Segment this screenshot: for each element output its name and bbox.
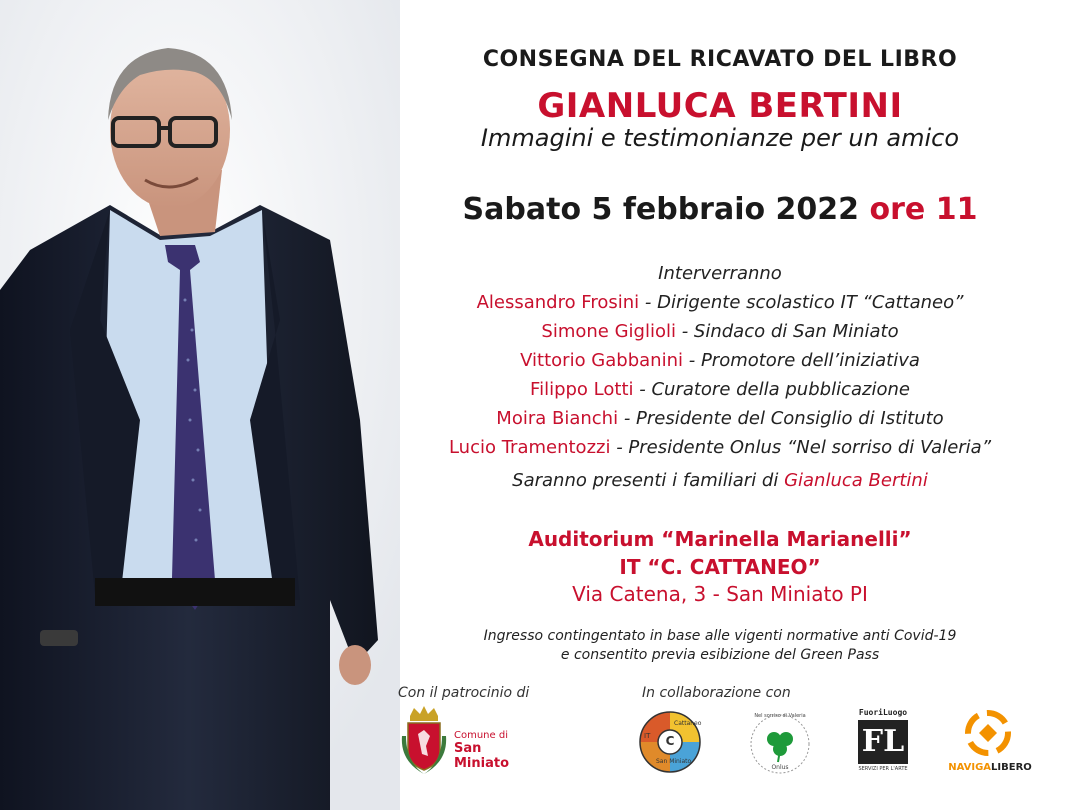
portrait-photo [0, 0, 400, 810]
access-note-1: Ingresso contingentato in base alle vigenti normative anti Covid-19 [483, 628, 957, 644]
date-text: Sabato 5 febbraio 2022 [462, 192, 860, 227]
navigalibero-swirl-icon [965, 710, 1011, 756]
speaker-name: Lucio Tramentozzi [448, 437, 611, 458]
venue-address: Via Catena, 3 - San Miniato PI [572, 582, 868, 606]
speaker-line [390, 437, 1050, 458]
speaker-line [390, 292, 1050, 313]
fuoriluogo-top-text: FuoriLuogo [858, 708, 908, 717]
comune-san-miniato-logo [398, 706, 538, 776]
time-text: ore 11 [869, 192, 978, 227]
comune-name: San Miniato [454, 741, 510, 771]
cattaneo-left-text: IT [644, 732, 651, 740]
speaker-name: Simone Giglioli [541, 321, 676, 342]
person-name: GIANLUCA BERTINI [537, 86, 903, 126]
speaker-line [390, 350, 1050, 371]
sorriso-top-text: Nel sorriso di Valeria [754, 713, 806, 719]
speaker-name: Filippo Lotti [530, 379, 634, 400]
speaker-role: - Dirigente scolastico IT “Cattaneo” [639, 292, 964, 313]
book-subtitle: Immagini e testimonianze per un amico [480, 124, 960, 152]
cattaneo-top-text: Cattaneo [674, 720, 702, 727]
venue-school: IT “C. CATTANEO” [619, 555, 821, 579]
fuoriluogo-bottom-text: SERVIZI PER L'ARTE [858, 766, 908, 772]
headline: CONSEGNA DEL RICAVATO DEL LIBRO [482, 47, 958, 72]
patronage-label: Con il patrocinio di [398, 685, 530, 701]
speaker-role: - Promotore dell’iniziativa [683, 350, 920, 371]
navigalibero-logo [945, 710, 1035, 776]
speaker-line [390, 379, 1050, 400]
family-note [390, 470, 1050, 491]
family-name: Gianluca Bertini [784, 470, 928, 491]
speaker-role: - Curatore della pubblicazione [633, 379, 910, 400]
speaker-line [390, 408, 1050, 429]
sorriso-bottom-text: Onlus [771, 764, 789, 771]
sorriso-valeria-logo [748, 712, 812, 776]
family-text: Saranno presenti i familiari di [512, 470, 785, 491]
speakers-intro: Interverranno [658, 263, 782, 284]
speaker-name: Alessandro Frosini [476, 292, 640, 313]
cattaneo-mark: C [665, 734, 675, 748]
venue-name: Auditorium “Marinella Marianelli” [528, 527, 912, 551]
fuoriluogo-logo [852, 708, 914, 778]
event-date [390, 192, 1050, 227]
navigalibero-part1: NAVIGA [948, 762, 992, 773]
speaker-role: - Presidente Onlus “Nel sorriso di Valeria” [610, 437, 992, 458]
collaboration-label: In collaborazione con [642, 685, 791, 701]
cattaneo-logo [638, 710, 702, 774]
comune-small-text: Comune di [454, 730, 508, 741]
speaker-line [390, 321, 1050, 342]
access-note-2: e consentito previa esibizione del Green Pass [560, 647, 880, 663]
fuoriluogo-mark: FL [858, 720, 908, 764]
navigalibero-part2: LIBERO [991, 762, 1032, 773]
cattaneo-bottom-text: San Miniato [656, 758, 692, 765]
coat-of-arms-icon [398, 706, 450, 776]
navigalibero-wordmark [945, 762, 1035, 773]
speaker-name: Vittorio Gabbanini [520, 350, 683, 371]
speaker-role: - Presidente del Consiglio di Istituto [618, 408, 944, 429]
speaker-name: Moira Bianchi [496, 408, 619, 429]
speaker-role: - Sindaco di San Miniato [675, 321, 899, 342]
